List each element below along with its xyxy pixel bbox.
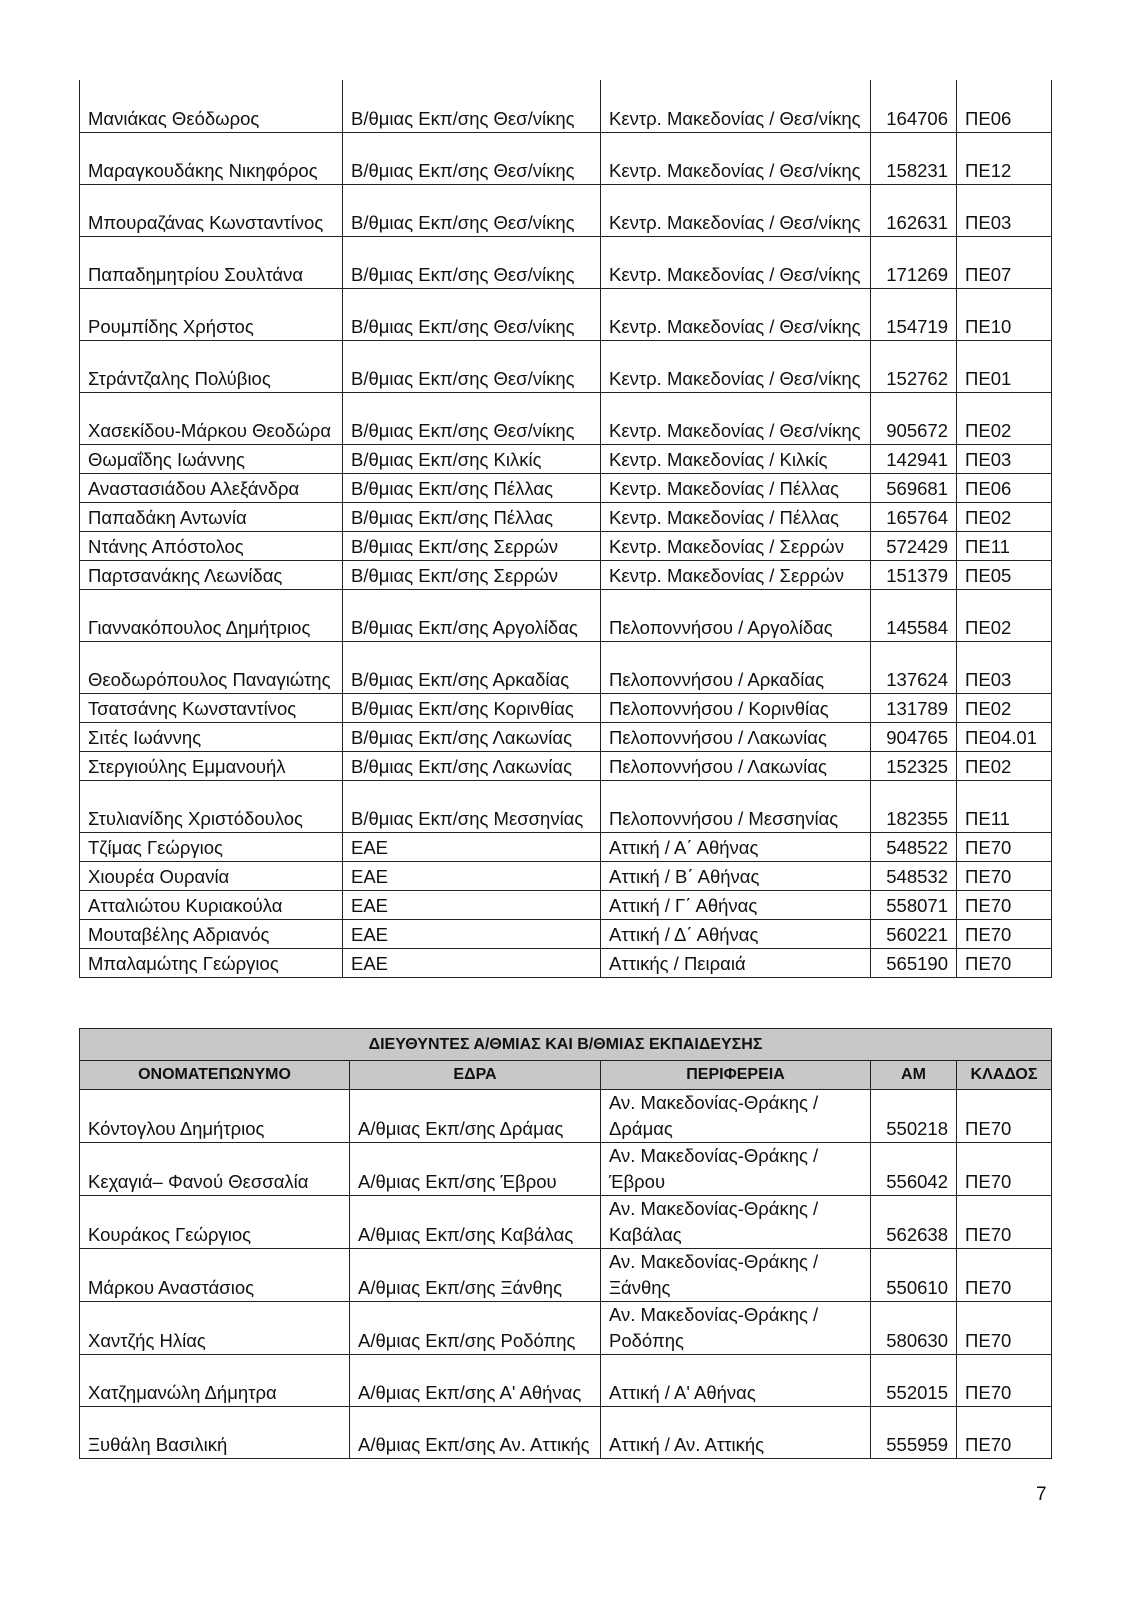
branch-cell: ΠΕ02 — [957, 751, 1052, 780]
name-cell: Ατταλιώτου Κυριακούλα — [80, 890, 343, 919]
header-name: ΟΝΟΜΑΤΕΠΩΝΥΜΟ — [80, 1061, 350, 1090]
branch-cell: ΠΕ11 — [957, 780, 1052, 832]
table-row — [80, 589, 1052, 641]
name-cell: Ρουμπίδης Χρήστος — [80, 288, 343, 340]
am-cell: 548532 — [871, 861, 957, 890]
am-cell: 165764 — [871, 502, 957, 531]
region-cell: Κεντρ. Μακεδονίας / Θεσ/νίκης — [601, 288, 871, 340]
branch-cell: ΠΕ06 — [957, 80, 1052, 132]
am-cell: 560221 — [871, 919, 957, 948]
table-row — [80, 832, 1052, 861]
seat-cell: ΕΑΕ — [343, 919, 601, 948]
branch-cell: ΠΕ07 — [957, 236, 1052, 288]
table-row — [80, 184, 1052, 236]
am-cell: 550218 — [871, 1090, 957, 1143]
seat-cell: ΕΑΕ — [343, 890, 601, 919]
seat-cell: ΕΑΕ — [343, 861, 601, 890]
header-region: ΠΕΡΙΦΕΡΕΙΑ — [601, 1061, 871, 1090]
region-cell: Αττική / Αν. Αττικής — [601, 1407, 871, 1459]
region-cell: Πελοποννήσου / Αρκαδίας — [601, 641, 871, 693]
table-row — [80, 444, 1052, 473]
region-cell: Κεντρ. Μακεδονίας / Πέλλας — [601, 473, 871, 502]
table-row — [80, 236, 1052, 288]
table-header-row — [80, 1061, 1052, 1090]
branch-cell: ΠΕ02 — [957, 502, 1052, 531]
table-row — [80, 392, 1052, 444]
am-cell: 137624 — [871, 641, 957, 693]
seat-cell: Α/θμιας Εκπ/σης Ξάνθης — [350, 1249, 601, 1302]
branch-cell: ΠΕ01 — [957, 340, 1052, 392]
name-cell: Μπαλαμώτης Γεώργιος — [80, 948, 343, 977]
am-cell: 550610 — [871, 1249, 957, 1302]
region-cell: Αν. Μακεδονίας-Θράκης / Ροδόπης — [601, 1302, 871, 1355]
table-row — [80, 531, 1052, 560]
page-number: 7 — [1036, 1484, 1047, 1505]
table-row — [80, 288, 1052, 340]
am-cell: 562638 — [871, 1196, 957, 1249]
am-cell: 171269 — [871, 236, 957, 288]
name-cell: Αναστασιάδου Αλεξάνδρα — [80, 473, 343, 502]
seat-cell: Α/θμιας Εκπ/σης Δράμας — [350, 1090, 601, 1143]
region-cell: Κεντρ. Μακεδονίας / Θεσ/νίκης — [601, 80, 871, 132]
seat-cell: Β/θμιας Εκπ/σης Λακωνίας — [343, 751, 601, 780]
branch-cell: ΠΕ02 — [957, 392, 1052, 444]
table-row — [80, 722, 1052, 751]
table-row — [80, 1143, 1052, 1196]
seat-cell: Β/θμιας Εκπ/σης Λακωνίας — [343, 722, 601, 751]
am-cell: 905672 — [871, 392, 957, 444]
seat-cell: Α/θμιας Εκπ/σης Έβρου — [350, 1143, 601, 1196]
seat-cell: Β/θμιας Εκπ/σης Κορινθίας — [343, 693, 601, 722]
seat-cell: Β/θμιας Εκπ/σης Σερρών — [343, 531, 601, 560]
table-row — [80, 1355, 1052, 1407]
seat-cell: Β/θμιας Εκπ/σης Θεσ/νίκης — [343, 288, 601, 340]
name-cell: Χαντζής Ηλίας — [80, 1302, 350, 1355]
region-cell: Κεντρ. Μακεδονίας / Πέλλας — [601, 502, 871, 531]
am-cell: 548522 — [871, 832, 957, 861]
seat-cell: Β/θμιας Εκπ/σης Θεσ/νίκης — [343, 340, 601, 392]
name-cell: Χατζημανώλη Δήμητρα — [80, 1355, 350, 1407]
name-cell: Μπουραζάνας Κωνσταντίνος — [80, 184, 343, 236]
branch-cell: ΠΕ06 — [957, 473, 1052, 502]
branch-cell: ΠΕ70 — [957, 948, 1052, 977]
seat-cell: Α/θμιας Εκπ/σης Αν. Αττικής — [350, 1407, 601, 1459]
am-cell: 164706 — [871, 80, 957, 132]
am-cell: 552015 — [871, 1355, 957, 1407]
branch-cell: ΠΕ02 — [957, 693, 1052, 722]
name-cell: Θεοδωρόπουλος Παναγιώτης — [80, 641, 343, 693]
am-cell: 152762 — [871, 340, 957, 392]
branch-cell: ΠΕ70 — [957, 1196, 1052, 1249]
seat-cell: Β/θμιας Εκπ/σης Πέλλας — [343, 473, 601, 502]
name-cell: Ξυθάλη Βασιλική — [80, 1407, 350, 1459]
name-cell: Κόντογλου Δημήτριος — [80, 1090, 350, 1143]
seat-cell: Β/θμιας Εκπ/σης Θεσ/νίκης — [343, 236, 601, 288]
am-cell: 572429 — [871, 531, 957, 560]
am-cell: 145584 — [871, 589, 957, 641]
header-seat: ΕΔΡΑ — [350, 1061, 601, 1090]
seat-cell: Β/θμιας Εκπ/σης Θεσ/νίκης — [343, 132, 601, 184]
am-cell: 158231 — [871, 132, 957, 184]
branch-cell: ΠΕ03 — [957, 444, 1052, 473]
table-row — [80, 1196, 1052, 1249]
table-row — [80, 80, 1052, 132]
am-cell: 182355 — [871, 780, 957, 832]
region-cell: Κεντρ. Μακεδονίας / Κιλκίς — [601, 444, 871, 473]
branch-cell: ΠΕ70 — [957, 832, 1052, 861]
table-row — [80, 751, 1052, 780]
branch-cell: ΠΕ05 — [957, 560, 1052, 589]
am-cell: 555959 — [871, 1407, 957, 1459]
am-cell: 569681 — [871, 473, 957, 502]
table-row — [80, 1302, 1052, 1355]
name-cell: Μάρκου Αναστάσιος — [80, 1249, 350, 1302]
directors-table — [79, 1028, 1052, 1459]
table-title-row — [80, 1029, 1052, 1061]
region-cell: Πελοποννήσου / Λακωνίας — [601, 722, 871, 751]
table-row — [80, 473, 1052, 502]
region-cell: Κεντρ. Μακεδονίας / Σερρών — [601, 531, 871, 560]
region-cell: Αττική / Α΄ Αθήνας — [601, 832, 871, 861]
region-cell: Πελοποννήσου / Αργολίδας — [601, 589, 871, 641]
region-cell: Κεντρ. Μακεδονίας / Θεσ/νίκης — [601, 392, 871, 444]
region-cell: Κεντρ. Μακεδονίας / Θεσ/νίκης — [601, 132, 871, 184]
am-cell: 565190 — [871, 948, 957, 977]
region-cell: Πελοποννήσου / Κορινθίας — [601, 693, 871, 722]
table-row — [80, 1249, 1052, 1302]
region-cell: Αν. Μακεδονίας-Θράκης / Ξάνθης — [601, 1249, 871, 1302]
name-cell: Στράντζαλης Πολύβιος — [80, 340, 343, 392]
am-cell: 162631 — [871, 184, 957, 236]
name-cell: Παπαδημητρίου Σουλτάνα — [80, 236, 343, 288]
branch-cell: ΠΕ10 — [957, 288, 1052, 340]
name-cell: Μαραγκουδάκης Νικηφόρος — [80, 132, 343, 184]
table-row — [80, 948, 1052, 977]
region-cell: Αττικής / Πειραιά — [601, 948, 871, 977]
table-row — [80, 1090, 1052, 1143]
table-row — [80, 890, 1052, 919]
branch-cell: ΠΕ11 — [957, 531, 1052, 560]
table-row — [80, 641, 1052, 693]
name-cell: Χασεκίδου-Μάρκου Θεοδώρα — [80, 392, 343, 444]
region-cell: Πελοποννήσου / Μεσσηνίας — [601, 780, 871, 832]
region-cell: Αν. Μακεδονίας-Θράκης / Καβάλας — [601, 1196, 871, 1249]
branch-cell: ΠΕ70 — [957, 1143, 1052, 1196]
name-cell: Μανιάκας Θεόδωρος — [80, 80, 343, 132]
header-am: ΑΜ — [871, 1061, 957, 1090]
am-cell: 152325 — [871, 751, 957, 780]
seat-cell: Β/θμιας Εκπ/σης Αρκαδίας — [343, 641, 601, 693]
am-cell: 580630 — [871, 1302, 957, 1355]
am-cell: 558071 — [871, 890, 957, 919]
table-title: ΔΙΕΥΘΥΝΤΕΣ Α/ΘΜΙΑΣ ΚΑΙ Β/ΘΜΙΑΣ ΕΚΠΑΙΔΕΥΣΗΣ — [80, 1029, 1052, 1061]
branch-cell: ΠΕ04.01 — [957, 722, 1052, 751]
branch-cell: ΠΕ70 — [957, 1090, 1052, 1143]
name-cell: Κουράκος Γεώργιος — [80, 1196, 350, 1249]
seat-cell: Β/θμιας Εκπ/σης Πέλλας — [343, 502, 601, 531]
table-row — [80, 693, 1052, 722]
region-cell: Αττική / Δ΄ Αθήνας — [601, 919, 871, 948]
region-cell: Αττική / Γ΄ Αθήνας — [601, 890, 871, 919]
name-cell: Στεργιούλης Εμμανουήλ — [80, 751, 343, 780]
header-branch: ΚΛΑΔΟΣ — [957, 1061, 1052, 1090]
name-cell: Τζίμας Γεώργιος — [80, 832, 343, 861]
name-cell: Ντάνης Απόστολος — [80, 531, 343, 560]
am-cell: 556042 — [871, 1143, 957, 1196]
name-cell: Τσατσάνης Κωνσταντίνος — [80, 693, 343, 722]
region-cell: Αν. Μακεδονίας-Θράκης / Δράμας — [601, 1090, 871, 1143]
branch-cell: ΠΕ03 — [957, 641, 1052, 693]
am-cell: 904765 — [871, 722, 957, 751]
seat-cell: Β/θμιας Εκπ/σης Θεσ/νίκης — [343, 392, 601, 444]
seat-cell: Β/θμιας Εκπ/σης Μεσσηνίας — [343, 780, 601, 832]
region-cell: Κεντρ. Μακεδονίας / Θεσ/νίκης — [601, 340, 871, 392]
branch-cell: ΠΕ70 — [957, 1302, 1052, 1355]
branch-cell: ΠΕ70 — [957, 919, 1052, 948]
seat-cell: Β/θμιας Εκπ/σης Κιλκίς — [343, 444, 601, 473]
officials-table — [79, 80, 1052, 978]
am-cell: 142941 — [871, 444, 957, 473]
seat-cell: Β/θμιας Εκπ/σης Θεσ/νίκης — [343, 80, 601, 132]
region-cell: Πελοποννήσου / Λακωνίας — [601, 751, 871, 780]
region-cell: Αττική / Β΄ Αθήνας — [601, 861, 871, 890]
seat-cell: Β/θμιας Εκπ/σης Θεσ/νίκης — [343, 184, 601, 236]
region-cell: Κεντρ. Μακεδονίας / Θεσ/νίκης — [601, 184, 871, 236]
seat-cell: Β/θμιας Εκπ/σης Αργολίδας — [343, 589, 601, 641]
seat-cell: ΕΑΕ — [343, 832, 601, 861]
seat-cell: Β/θμιας Εκπ/σης Σερρών — [343, 560, 601, 589]
table-row — [80, 132, 1052, 184]
am-cell: 131789 — [871, 693, 957, 722]
branch-cell: ΠΕ70 — [957, 1407, 1052, 1459]
name-cell: Μουταβέλης Αδριανός — [80, 919, 343, 948]
name-cell: Παρτσανάκης Λεωνίδας — [80, 560, 343, 589]
table-row — [80, 919, 1052, 948]
branch-cell: ΠΕ70 — [957, 1355, 1052, 1407]
table-row — [80, 861, 1052, 890]
name-cell: Παπαδάκη Αντωνία — [80, 502, 343, 531]
branch-cell: ΠΕ02 — [957, 589, 1052, 641]
table-row — [80, 502, 1052, 531]
seat-cell: Α/θμιας Εκπ/σης Καβάλας — [350, 1196, 601, 1249]
region-cell: Αν. Μακεδονίας-Θράκης / Έβρου — [601, 1143, 871, 1196]
table-row — [80, 340, 1052, 392]
branch-cell: ΠΕ70 — [957, 890, 1052, 919]
region-cell: Κεντρ. Μακεδονίας / Θεσ/νίκης — [601, 236, 871, 288]
branch-cell: ΠΕ03 — [957, 184, 1052, 236]
region-cell: Κεντρ. Μακεδονίας / Σερρών — [601, 560, 871, 589]
name-cell: Γιαννακόπουλος Δημήτριος — [80, 589, 343, 641]
am-cell: 151379 — [871, 560, 957, 589]
branch-cell: ΠΕ70 — [957, 861, 1052, 890]
name-cell: Στυλιανίδης Χριστόδουλος — [80, 780, 343, 832]
region-cell: Αττική / Α' Αθήνας — [601, 1355, 871, 1407]
table-row — [80, 1407, 1052, 1459]
am-cell: 154719 — [871, 288, 957, 340]
branch-cell: ΠΕ70 — [957, 1249, 1052, 1302]
name-cell: Σιτές Ιωάννης — [80, 722, 343, 751]
name-cell: Χιουρέα Ουρανία — [80, 861, 343, 890]
table-row — [80, 560, 1052, 589]
name-cell: Κεχαγιά– Φανού Θεσσαλία — [80, 1143, 350, 1196]
seat-cell: ΕΑΕ — [343, 948, 601, 977]
table-row — [80, 780, 1052, 832]
branch-cell: ΠΕ12 — [957, 132, 1052, 184]
seat-cell: Α/θμιας Εκπ/σης Α' Αθήνας — [350, 1355, 601, 1407]
seat-cell: Α/θμιας Εκπ/σης Ροδόπης — [350, 1302, 601, 1355]
name-cell: Θωμαΐδης Ιωάννης — [80, 444, 343, 473]
